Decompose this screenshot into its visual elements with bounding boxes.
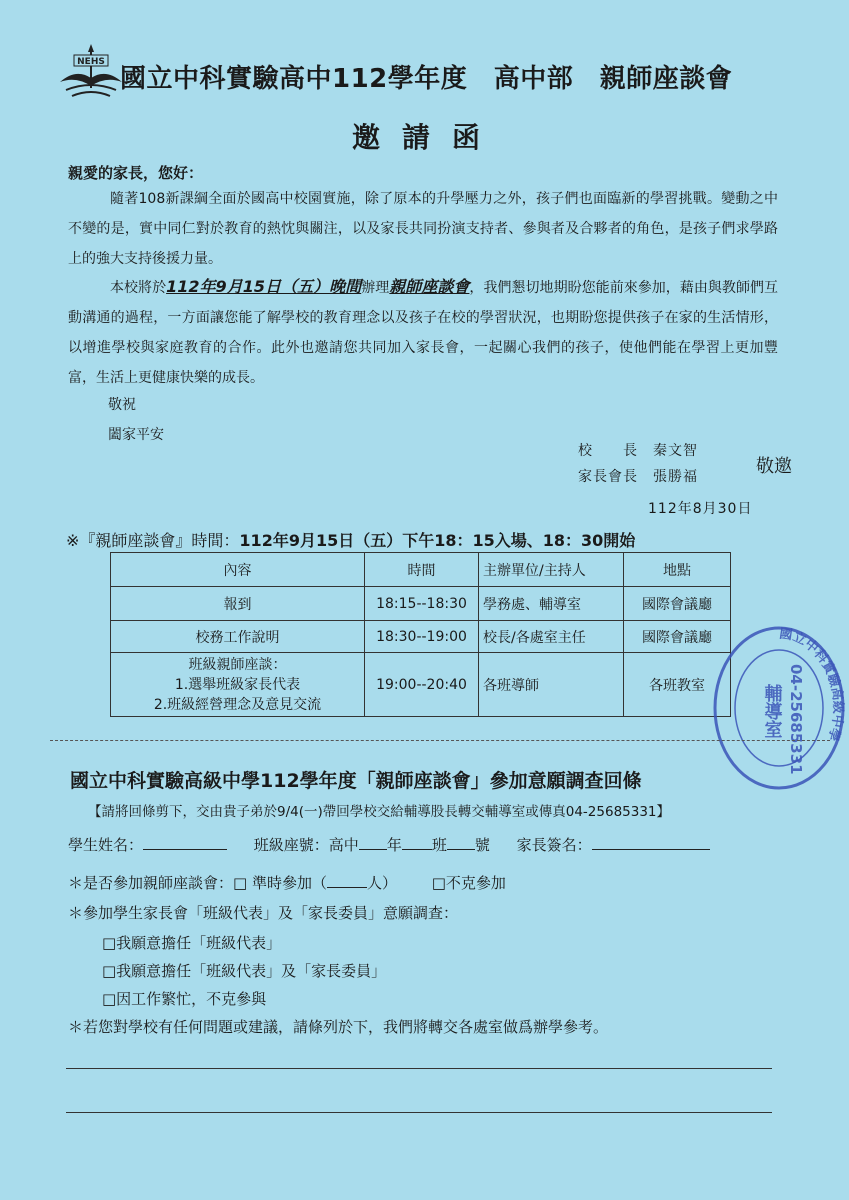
seat-unit: 號 bbox=[474, 836, 490, 854]
para2-mid: 辦理 bbox=[361, 280, 390, 296]
logo-text: NEHS bbox=[77, 57, 105, 67]
cell-time: 18:30--19:00 bbox=[365, 621, 479, 653]
table-row bbox=[111, 587, 731, 621]
cell-host: 校長/各處室主任 bbox=[479, 621, 624, 653]
cell-place: 國際會議廳 bbox=[624, 587, 731, 621]
class-field[interactable] bbox=[402, 835, 432, 850]
table-row bbox=[111, 621, 731, 653]
student-name-field[interactable] bbox=[143, 835, 227, 850]
attendance-row bbox=[68, 872, 506, 893]
col-header-time: 時間 bbox=[365, 553, 479, 587]
stamp-ring-text: 國立中科實驗高級中學 bbox=[778, 626, 845, 743]
cell-content-line: 1.選舉班級家長代表 bbox=[174, 676, 301, 693]
attend-question[interactable]: ＊是否參加親師座談會：□ 準時參加（ bbox=[68, 874, 327, 892]
attend-unit: 人） bbox=[366, 874, 397, 892]
schedule-heading-time: 112年9月15日（五）下午18：15入場、18：30開始 bbox=[239, 531, 636, 550]
schedule-heading-label: ※『親師座談會』時間： bbox=[66, 531, 240, 550]
suggestion-line-2[interactable] bbox=[66, 1112, 772, 1113]
cell-host: 各班導師 bbox=[479, 653, 624, 717]
cell-content-line: 2.班級經營理念及意見交流 bbox=[153, 696, 322, 713]
principal-role: 校 長 bbox=[578, 443, 638, 459]
parent-signature-field[interactable] bbox=[592, 835, 710, 850]
cell-place: 各班教室 bbox=[624, 653, 731, 717]
class-label: 班級座號：高中 bbox=[253, 836, 359, 854]
para2-pre: 本校將於 bbox=[110, 280, 167, 296]
attend-count-field[interactable] bbox=[327, 873, 367, 888]
suggestion-question: ＊若您對學校有任何問題或建議，請條列於下，我們將轉交各處室做爲辦學參考。 bbox=[68, 1018, 609, 1036]
cell-time: 19:00--20:40 bbox=[365, 653, 479, 717]
cell-content: 校務工作說明 bbox=[111, 621, 365, 653]
schedule-table bbox=[110, 552, 731, 717]
pta-role: 家長會長 bbox=[578, 469, 638, 485]
student-info-row bbox=[68, 834, 710, 855]
col-header-content: 內容 bbox=[111, 553, 365, 587]
grade-field[interactable] bbox=[359, 835, 387, 850]
signature-principal bbox=[578, 440, 698, 460]
form-title: 國立中科實驗高級中學112學年度「親師座談會」參加意願調查回條 bbox=[70, 770, 642, 792]
page-subtitle: 邀請函 bbox=[352, 121, 503, 154]
table-row bbox=[111, 653, 731, 717]
letter-paragraph-1: 隨著108新課綱全面於國高中校園實施，除了原本的升學壓力之外，孩子們也面臨新的學習挑戰。變動之中不變的是，實中同仁對於教育的熱忱與關注，以及家長共同扮演支持者、參與者及合夥者的角色，是孩子們求學路上的強大支持後援力量。 bbox=[68, 191, 778, 267]
para2-post: ，我們懇切地期盼您能前來參加，藉由與教師們互動溝通的過程，一方面讓您能了解學校的教育理念以及孩子在校的學習狀況，也期盼您提供孩子在家的生活情形，以增進學校與家庭教育的合作。此外也邀請您共同加入家長會，一起關心我們的孩子，使他們能在學習上更加豐富，生活上更健康快樂的成長。 bbox=[68, 280, 778, 386]
closing-line-1: 敬祝 bbox=[108, 397, 136, 413]
schedule-heading bbox=[66, 528, 635, 551]
cell-content bbox=[111, 653, 365, 717]
option-decline[interactable]: □因工作繁忙，不克參與 bbox=[102, 990, 267, 1008]
cut-line bbox=[50, 740, 830, 741]
pta-question: ＊參加學生家長會「班級代表」及「家長委員」意願調查： bbox=[68, 904, 459, 922]
principal-name: 秦文智 bbox=[653, 443, 698, 459]
table-header-row bbox=[111, 553, 731, 587]
cell-content: 報到 bbox=[111, 587, 365, 621]
signature-pta bbox=[578, 466, 698, 486]
cell-place: 國際會議廳 bbox=[624, 621, 731, 653]
col-header-place: 地點 bbox=[624, 553, 731, 587]
letter-date: 112年8月30日 bbox=[648, 501, 753, 517]
office-stamp bbox=[712, 624, 846, 794]
cell-time: 18:15--18:30 bbox=[365, 587, 479, 621]
greeting: 親愛的家長，您好： bbox=[68, 164, 204, 182]
stamp-center-text: 輔導室 bbox=[761, 684, 783, 738]
year-unit: 年 bbox=[386, 836, 402, 854]
event-date: 112年9月15日（五）晚間 bbox=[166, 277, 362, 296]
parent-signature-label: 家長簽名： bbox=[516, 836, 592, 854]
page-title: 國立中科實驗高中112學年度 高中部 親師座談會 bbox=[120, 64, 733, 94]
pta-name: 張勝福 bbox=[653, 469, 698, 485]
class-unit: 班 bbox=[431, 836, 447, 854]
not-attend-checkbox[interactable]: □不克參加 bbox=[431, 874, 506, 892]
option-class-rep[interactable]: □我願意擔任「班級代表」 bbox=[102, 934, 282, 952]
suggestion-line-1[interactable] bbox=[66, 1068, 772, 1069]
col-header-host: 主辦單位/主持人 bbox=[479, 553, 624, 587]
stamp-phone: 04-25685331 bbox=[787, 664, 805, 775]
sign-suffix: 敬邀 bbox=[756, 456, 792, 477]
event-name: 親師座談會 bbox=[389, 277, 470, 296]
option-class-rep-and-committee[interactable]: □我願意擔任「班級代表」及「家長委員」 bbox=[102, 962, 387, 980]
form-note: 【請將回條剪下，交由貴子弟於9/4(一)帶回學校交給輔導股長轉交輔導室或傳真04-25685331】 bbox=[88, 804, 671, 820]
cell-content-line: 班級親師座談： bbox=[188, 656, 287, 673]
letter-paragraph-2 bbox=[68, 272, 778, 393]
student-name-label: 學生姓名： bbox=[68, 836, 144, 854]
seat-field[interactable] bbox=[447, 835, 475, 850]
closing-line-2: 闔家平安 bbox=[108, 427, 164, 443]
cell-host: 學務處、輔導室 bbox=[479, 587, 624, 621]
school-logo bbox=[58, 42, 124, 100]
